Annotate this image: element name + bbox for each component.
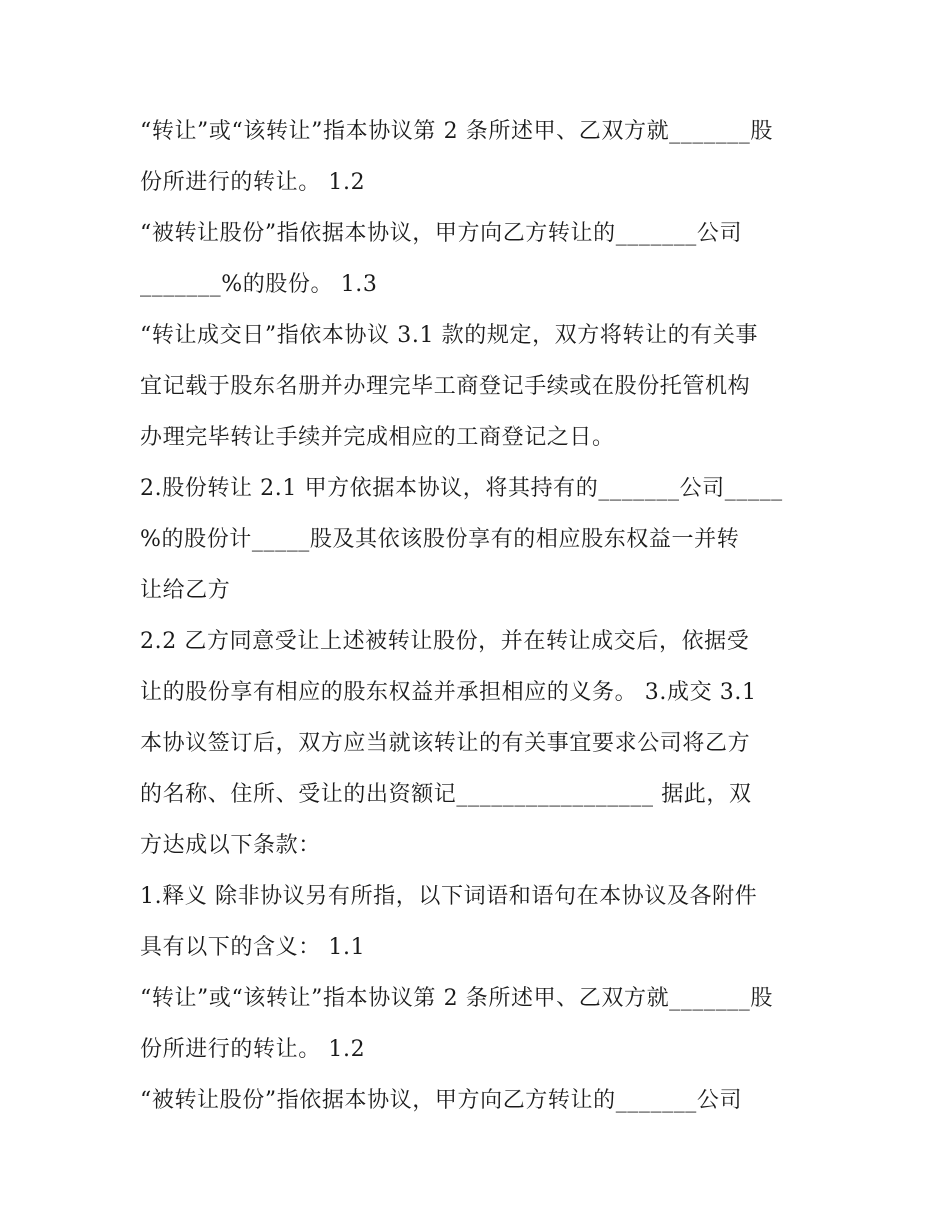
text-line: %的股份计_____股及其依该股份享有的相应股东权益一并转 — [140, 527, 740, 552]
text-line: “转让成交日”指依本协议 3.1 款的规定，双方将转让的有关事 — [140, 323, 759, 348]
text-line: 让的股份享有相应的股东权益并承担相应的义务。 3.成交 3.1 — [140, 680, 757, 705]
text-line: 2.2 乙方同意受让上述被转让股份，并在转让成交后，依据受 — [140, 629, 750, 654]
text-line: “转让”或“该转让”指本协议第 2 条所述甲、乙双方就_______股 — [140, 986, 773, 1011]
text-line: 方达成以下条款： — [140, 833, 321, 858]
text-line: 让给乙方 — [140, 578, 231, 603]
text-line: 份所进行的转让。 1.2 — [140, 170, 366, 195]
text-line: 1.释义 除非协议另有所指，以下词语和语句在本协议及各附件 — [140, 884, 758, 909]
text-line: “转让”或“该转让”指本协议第 2 条所述甲、乙双方就_______股 — [140, 119, 773, 144]
document-body — [140, 106, 820, 1126]
text-line: 2.股份转让 2.1 甲方依据本协议，将其持有的_______公司_____ — [140, 476, 783, 501]
text-line: 宜记载于股东名册并办理完毕工商登记手续或在股份托管机构 — [140, 374, 751, 399]
text-line: “被转让股份”指依据本协议，甲方向乙方转让的_______公司 — [140, 1088, 743, 1113]
text-line: 办理完毕转让手续并完成相应的工商登记之日。 — [140, 425, 615, 450]
text-line: _______%的股份。 1.3 — [140, 272, 378, 297]
text-line: 具有以下的含义： 1.1 — [140, 935, 366, 960]
text-line: 份所进行的转让。 1.2 — [140, 1037, 366, 1062]
text-line: “被转让股份”指依据本协议，甲方向乙方转让的_______公司 — [140, 221, 743, 246]
text-line: 本协议签订后，双方应当就该转让的有关事宜要求公司将乙方 — [140, 731, 751, 756]
text-line: 的名称、住所、受让的出资额记_________________ 据此，双 — [140, 782, 752, 807]
